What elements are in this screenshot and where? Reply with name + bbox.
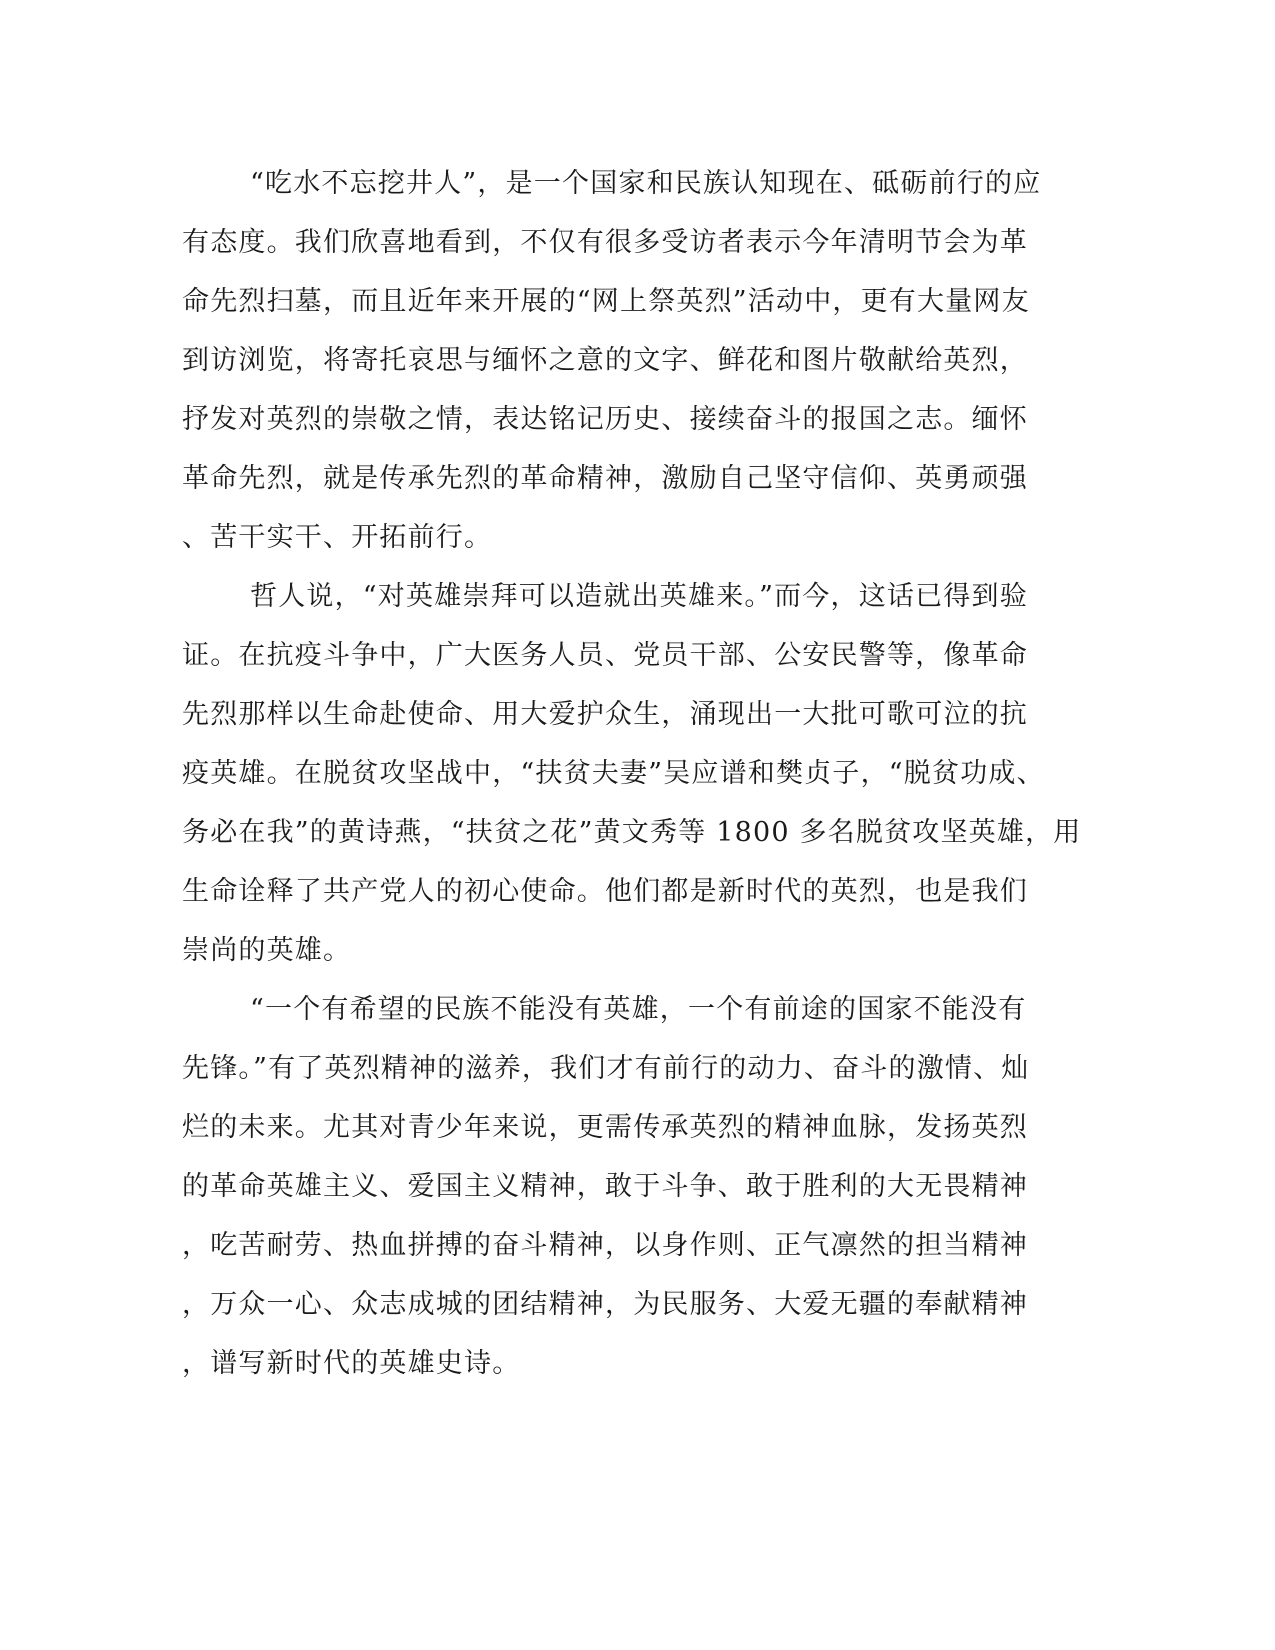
- paragraph-line: 崇尚的英雄。: [182, 935, 352, 966]
- paragraph-line: 务必在我”的黄诗燕，“扶贫之花”黄文秀等 1800 多名脱贫攻坚英雄，用: [182, 817, 1082, 848]
- paragraph-line: 的革命英雄主义、爱国主义精神，敢于斗争、敢于胜利的大无畏精神: [182, 1171, 1028, 1202]
- paragraph-line: 到访浏览，将寄托哀思与缅怀之意的文字、鲜花和图片敬献给英烈，: [182, 345, 1028, 376]
- paragraph-line: 命先烈扫墓，而且近年来开展的“网上祭英烈”活动中，更有大量网友: [182, 286, 1030, 317]
- paragraph-line: 革命先烈，就是传承先烈的革命精神，激励自己坚守信仰、英勇顽强: [182, 463, 1028, 494]
- paragraph-1: [182, 164, 1042, 577]
- paragraph-2: [182, 577, 1082, 990]
- paragraph-line: “吃水不忘挖井人”，是一个国家和民族认知现在、砥砺前行的应: [250, 168, 1042, 199]
- paragraph-line: 先烈那样以生命赴使命、用大爱护众生，涌现出一大批可歌可泣的抗: [182, 699, 1028, 730]
- paragraph-line: 生命诠释了共产党人的初心使命。他们都是新时代的英烈，也是我们: [182, 876, 1028, 907]
- paragraph-line: 、苦干实干、开拓前行。: [182, 522, 493, 553]
- paragraph-line: 先锋。”有了英烈精神的滋养，我们才有前行的动力、奋斗的激情、灿: [182, 1053, 1030, 1084]
- article-body: [182, 164, 1082, 1403]
- paragraph-line: 哲人说，“对英雄崇拜可以造就出英雄来。”而今，这话已得到验: [250, 581, 1028, 612]
- paragraph-line: 证。在抗疫斗争中，广大医务人员、党员干部、公安民警等，像革命: [182, 640, 1028, 671]
- paragraph-line: 烂的未来。尤其对青少年来说，更需传承英烈的精神血脉，发扬英烈: [182, 1112, 1028, 1143]
- paragraph-line: 疫英雄。在脱贫攻坚战中，“扶贫夫妻”吴应谱和樊贞子，“脱贫功成、: [182, 758, 1045, 789]
- paragraph-line: ，谱写新时代的英雄史诗。: [182, 1348, 521, 1379]
- paragraph-3: [182, 990, 1032, 1403]
- paragraph-line: ，吃苦耐劳、热血拼搏的奋斗精神，以身作则、正气凛然的担当精神: [182, 1230, 1028, 1261]
- paragraph-line: 有态度。我们欣喜地看到，不仅有很多受访者表示今年清明节会为革: [182, 227, 1028, 258]
- paragraph-line: 抒发对英烈的崇敬之情，表达铭记历史、接续奋斗的报国之志。缅怀: [182, 404, 1028, 435]
- paragraph-line: ，万众一心、众志成城的团结精神，为民服务、大爱无疆的奉献精神: [182, 1289, 1028, 1320]
- paragraph-line: “一个有希望的民族不能没有英雄，一个有前途的国家不能没有: [250, 994, 1027, 1025]
